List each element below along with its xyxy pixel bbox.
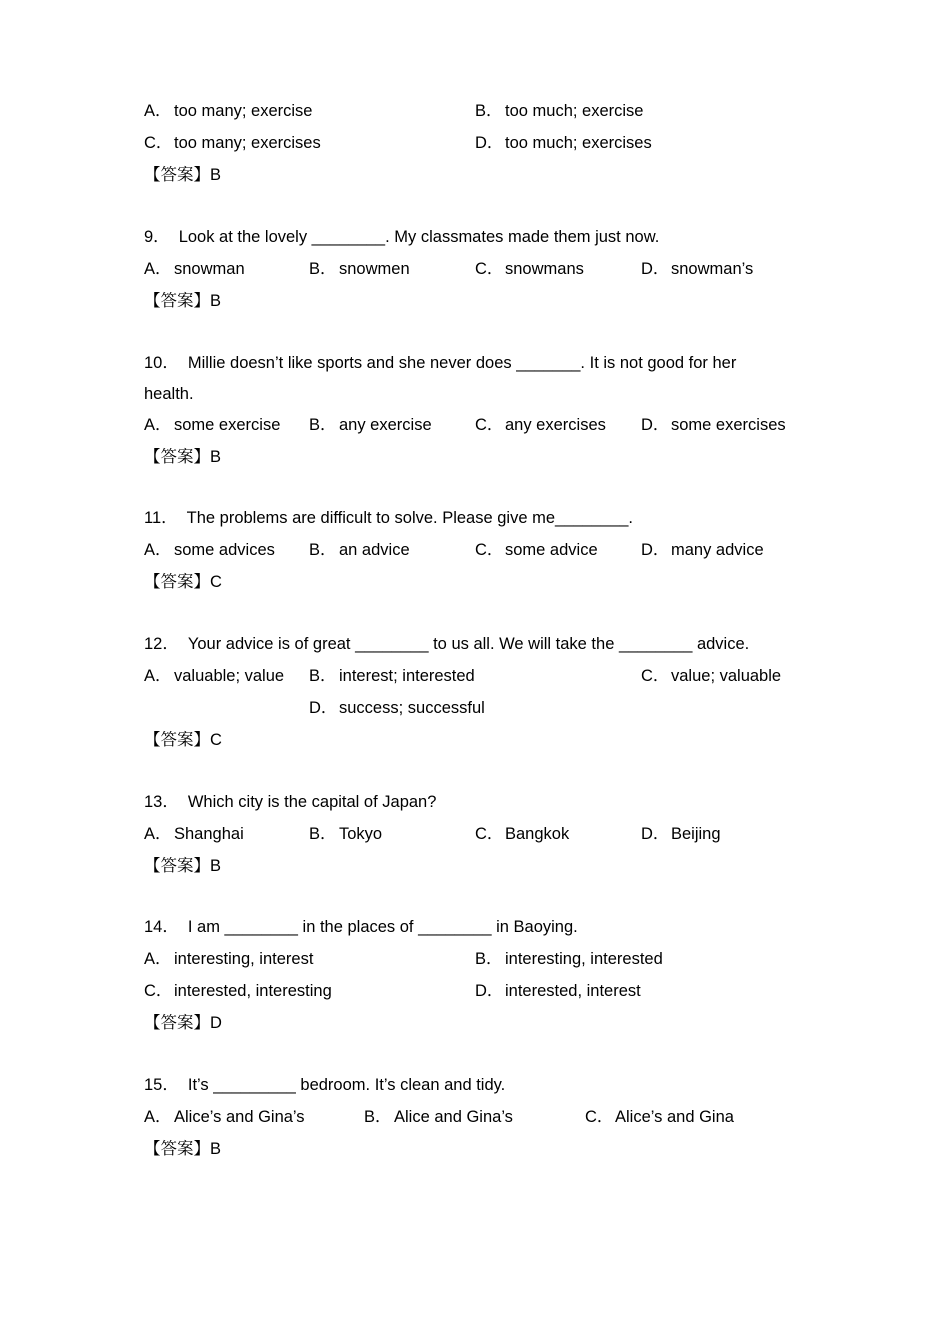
q12-answer: 【答案】C xyxy=(144,731,222,749)
q11-stem: 11． The problems are difficult to solve. Please give me________. xyxy=(144,509,634,527)
q12-stem: 12． Your advice is of great ________ to us all. We will take the ________ advice. xyxy=(144,635,750,653)
q11-option-b: B． an advice xyxy=(309,541,410,559)
q10-answer: 【答案】B xyxy=(144,448,222,466)
q14-option-c: C．interested, interesting xyxy=(144,982,332,1000)
q10-option-c: C．any exercises xyxy=(475,416,606,434)
q9-option-c: C．snowmans xyxy=(475,260,584,278)
q15-stem: 15． It’s _________ bedroom. It’s clean and tidy. xyxy=(144,1076,506,1094)
q9-stem: 9． Look at the lovely ________. My classmates made them just now. xyxy=(144,228,660,246)
q14-stem: 14． I am ________ in the places of ________ in Baoying. xyxy=(144,918,578,936)
q14-option-a: A． interesting, interest xyxy=(144,950,314,968)
q13-option-c: C．Bangkok xyxy=(475,825,570,843)
q8-option-d: D．too much; exercises xyxy=(475,134,652,152)
q15-option-c: C．Alice’s and Gina xyxy=(585,1108,734,1126)
q12-option-c: C．value; valuable xyxy=(641,667,782,685)
q11-option-c: C．some advice xyxy=(475,541,598,559)
q13-stem: 13． Which city is the capital of Japan? xyxy=(144,793,437,811)
q14-option-b: B． interesting, interested xyxy=(475,950,663,968)
q13-option-d: D．Beijing xyxy=(641,825,721,843)
q9-option-d: D．snowman’s xyxy=(641,260,754,278)
q12-option-d: D．success; successful xyxy=(309,699,485,717)
q8-option-b: B． too much; exercise xyxy=(475,102,644,120)
q14-option-d: D．interested, interest xyxy=(475,982,641,1000)
q11-option-a: A． some advices xyxy=(144,541,275,559)
q15-answer: 【答案】B xyxy=(144,1140,222,1158)
q12-option-b: B． interest; interested xyxy=(309,667,475,685)
q13-answer: 【答案】B xyxy=(144,857,222,875)
q13-option-a: A． Shanghai xyxy=(144,825,244,843)
q9-answer: 【答案】B xyxy=(144,292,222,310)
q8-option-c: C．too many; exercises xyxy=(144,134,321,152)
q8-answer: 【答案】B xyxy=(144,166,222,184)
q10-option-d: D．some exercises xyxy=(641,416,786,434)
q15-option-b: B． Alice and Gina’s xyxy=(364,1108,513,1126)
q12-option-a: A． valuable; value xyxy=(144,667,285,685)
q8-option-a: A． too many; exercise xyxy=(144,102,313,120)
q15-option-a: A． Alice’s and Gina’s xyxy=(144,1108,305,1126)
q9-option-a: A． snowman xyxy=(144,260,245,278)
q13-option-b: B． Tokyo xyxy=(309,825,383,843)
q11-option-d: D．many advice xyxy=(641,541,764,559)
q11-answer: 【答案】C xyxy=(144,573,222,591)
q10-stem: 10． Millie doesn’t like sports and she never does _______. It is not good for her xyxy=(144,354,737,372)
q10-stem-continued: health. xyxy=(144,385,194,403)
q10-option-b: B． any exercise xyxy=(309,416,432,434)
q14-answer: 【答案】D xyxy=(144,1014,222,1032)
q9-option-b: B． snowmen xyxy=(309,260,410,278)
q10-option-a: A． some exercise xyxy=(144,416,281,434)
